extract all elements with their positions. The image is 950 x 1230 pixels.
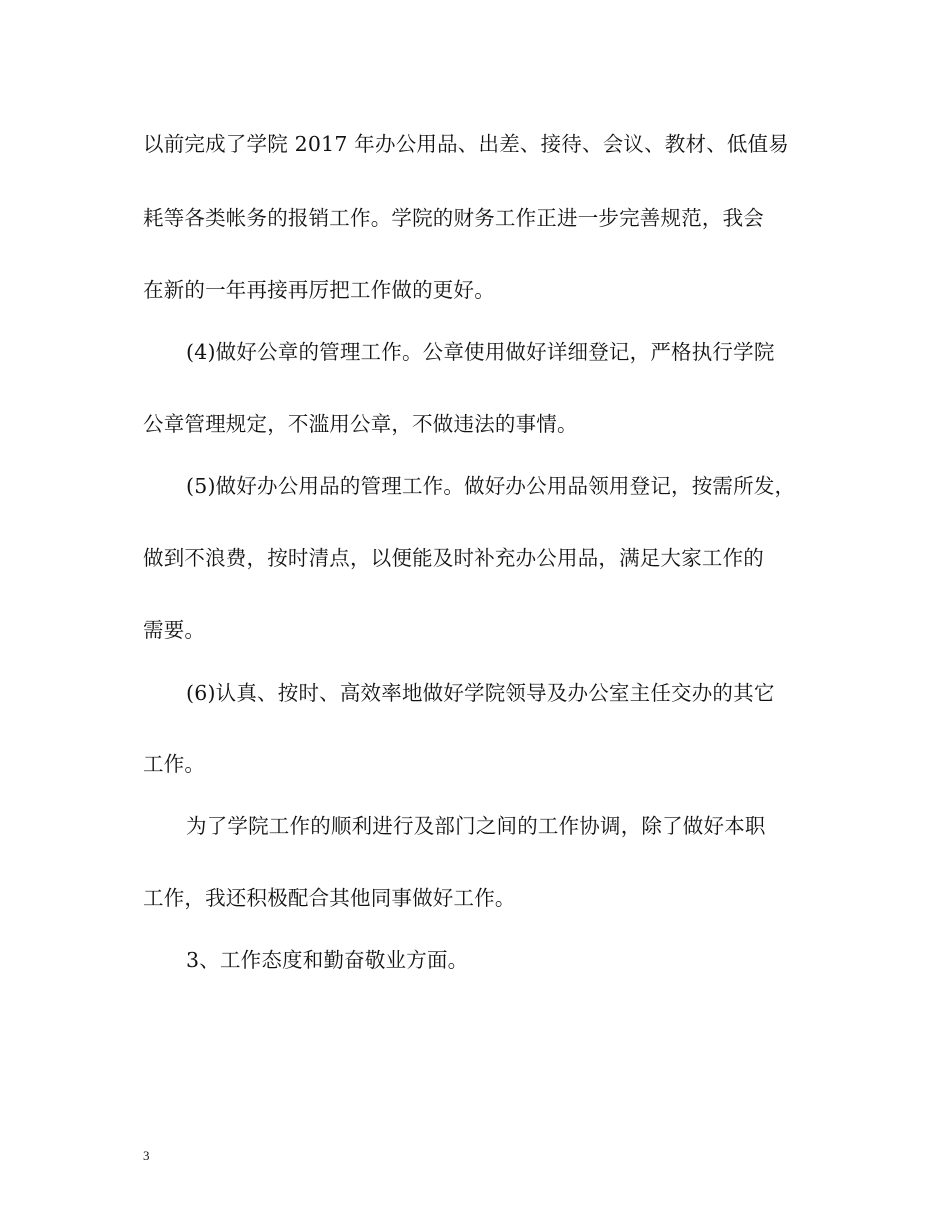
paragraph-line-5: 公章管理规定，不滥用公章，不做违法的事情。 <box>143 412 578 436</box>
paragraph-line-1: 以前完成了学院 2017 年办公用品、出差、接待、会议、教材、低值易 <box>143 132 790 156</box>
paragraph-line-2: 耗等各类帐务的报销工作。学院的财务工作正进一步完善规范，我会 <box>143 206 764 230</box>
paragraph-line-8: 需要。 <box>143 618 206 642</box>
paragraph-line-3: 在新的一年再接再厉把工作做的更好。 <box>143 278 495 302</box>
paragraph-item-6: (6)认真、按时、高效率地做好学院领导及办公室主任交办的其它 <box>186 681 775 705</box>
paragraph-line-12: 工作，我还积极配合其他同事做好工作。 <box>143 886 516 910</box>
paragraph-coordination: 为了学院工作的顺利进行及部门之间的工作协调，除了做好本职 <box>186 814 766 838</box>
paragraph-item-5: (5)做好办公用品的管理工作。做好办公用品领用登记，按需所发， <box>186 474 796 498</box>
section-heading-3: 3、工作态度和勤奋敬业方面。 <box>186 948 469 972</box>
paragraph-line-7: 做到不浪费，按时清点，以便能及时补充办公用品，满足大家工作的 <box>143 546 764 570</box>
paragraph-item-4: (4)做好公章的管理工作。公章使用做好详细登记，严格执行学院 <box>186 340 775 364</box>
page-number: 3 <box>143 1148 150 1163</box>
paragraph-line-10: 工作。 <box>143 752 206 776</box>
